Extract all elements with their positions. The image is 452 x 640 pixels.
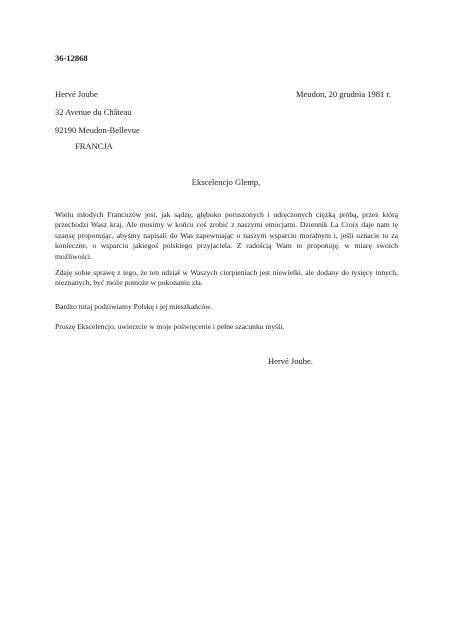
body-paragraph: Zdaję sobie sprawę z tego, że ten udział w Waszych cierpieniach jest niewielki, ale dodany do tysięcy innych, nieznanych, być może pomoże w pokonaniu zła.	[55, 268, 398, 288]
sender-address-city: 92190 Meudon-Bellevue	[55, 125, 140, 135]
body-paragraph: Proszę Ekscelencjo, uwierzcie w moje poświęcenie i pełne szacunku myśli.	[55, 322, 285, 331]
body-paragraph: Bardzo tutaj podziwiamy Polskę i jej mieszkańców.	[55, 302, 213, 311]
signature: Hervé Joube.	[268, 356, 313, 366]
salutation: Ekscelencjo Glemp,	[191, 177, 261, 187]
sender-address-street: 32 Avenue du Château	[55, 107, 132, 117]
sender-name: Hervé Joube	[55, 89, 98, 99]
letter-date: Meudon, 20 grudnia 1981 r.	[296, 89, 391, 99]
sender-country: FRANCJA	[75, 141, 113, 151]
body-paragraph: Wielu młodych Francuzów jest, jak sądzę, głęboko poruszonych i udręczonych ciężką próbą, przez którą przechodzi Wasz kraj. Ale musimy w końcu coś zrobić z naszymi emocjami. Dziennik La Croix daje nam tę szansę proponując, abyśmy napisali do Was zapewniając o naszym wsparciu moralnym i, jeśli uznacie to za konieczne, o wsparciu jakiegoś polskiego przyjaciela. Z radością Wam to proponuję, w miarę swoich możliwości.	[55, 210, 398, 261]
document-number: 36-12868	[55, 53, 88, 63]
